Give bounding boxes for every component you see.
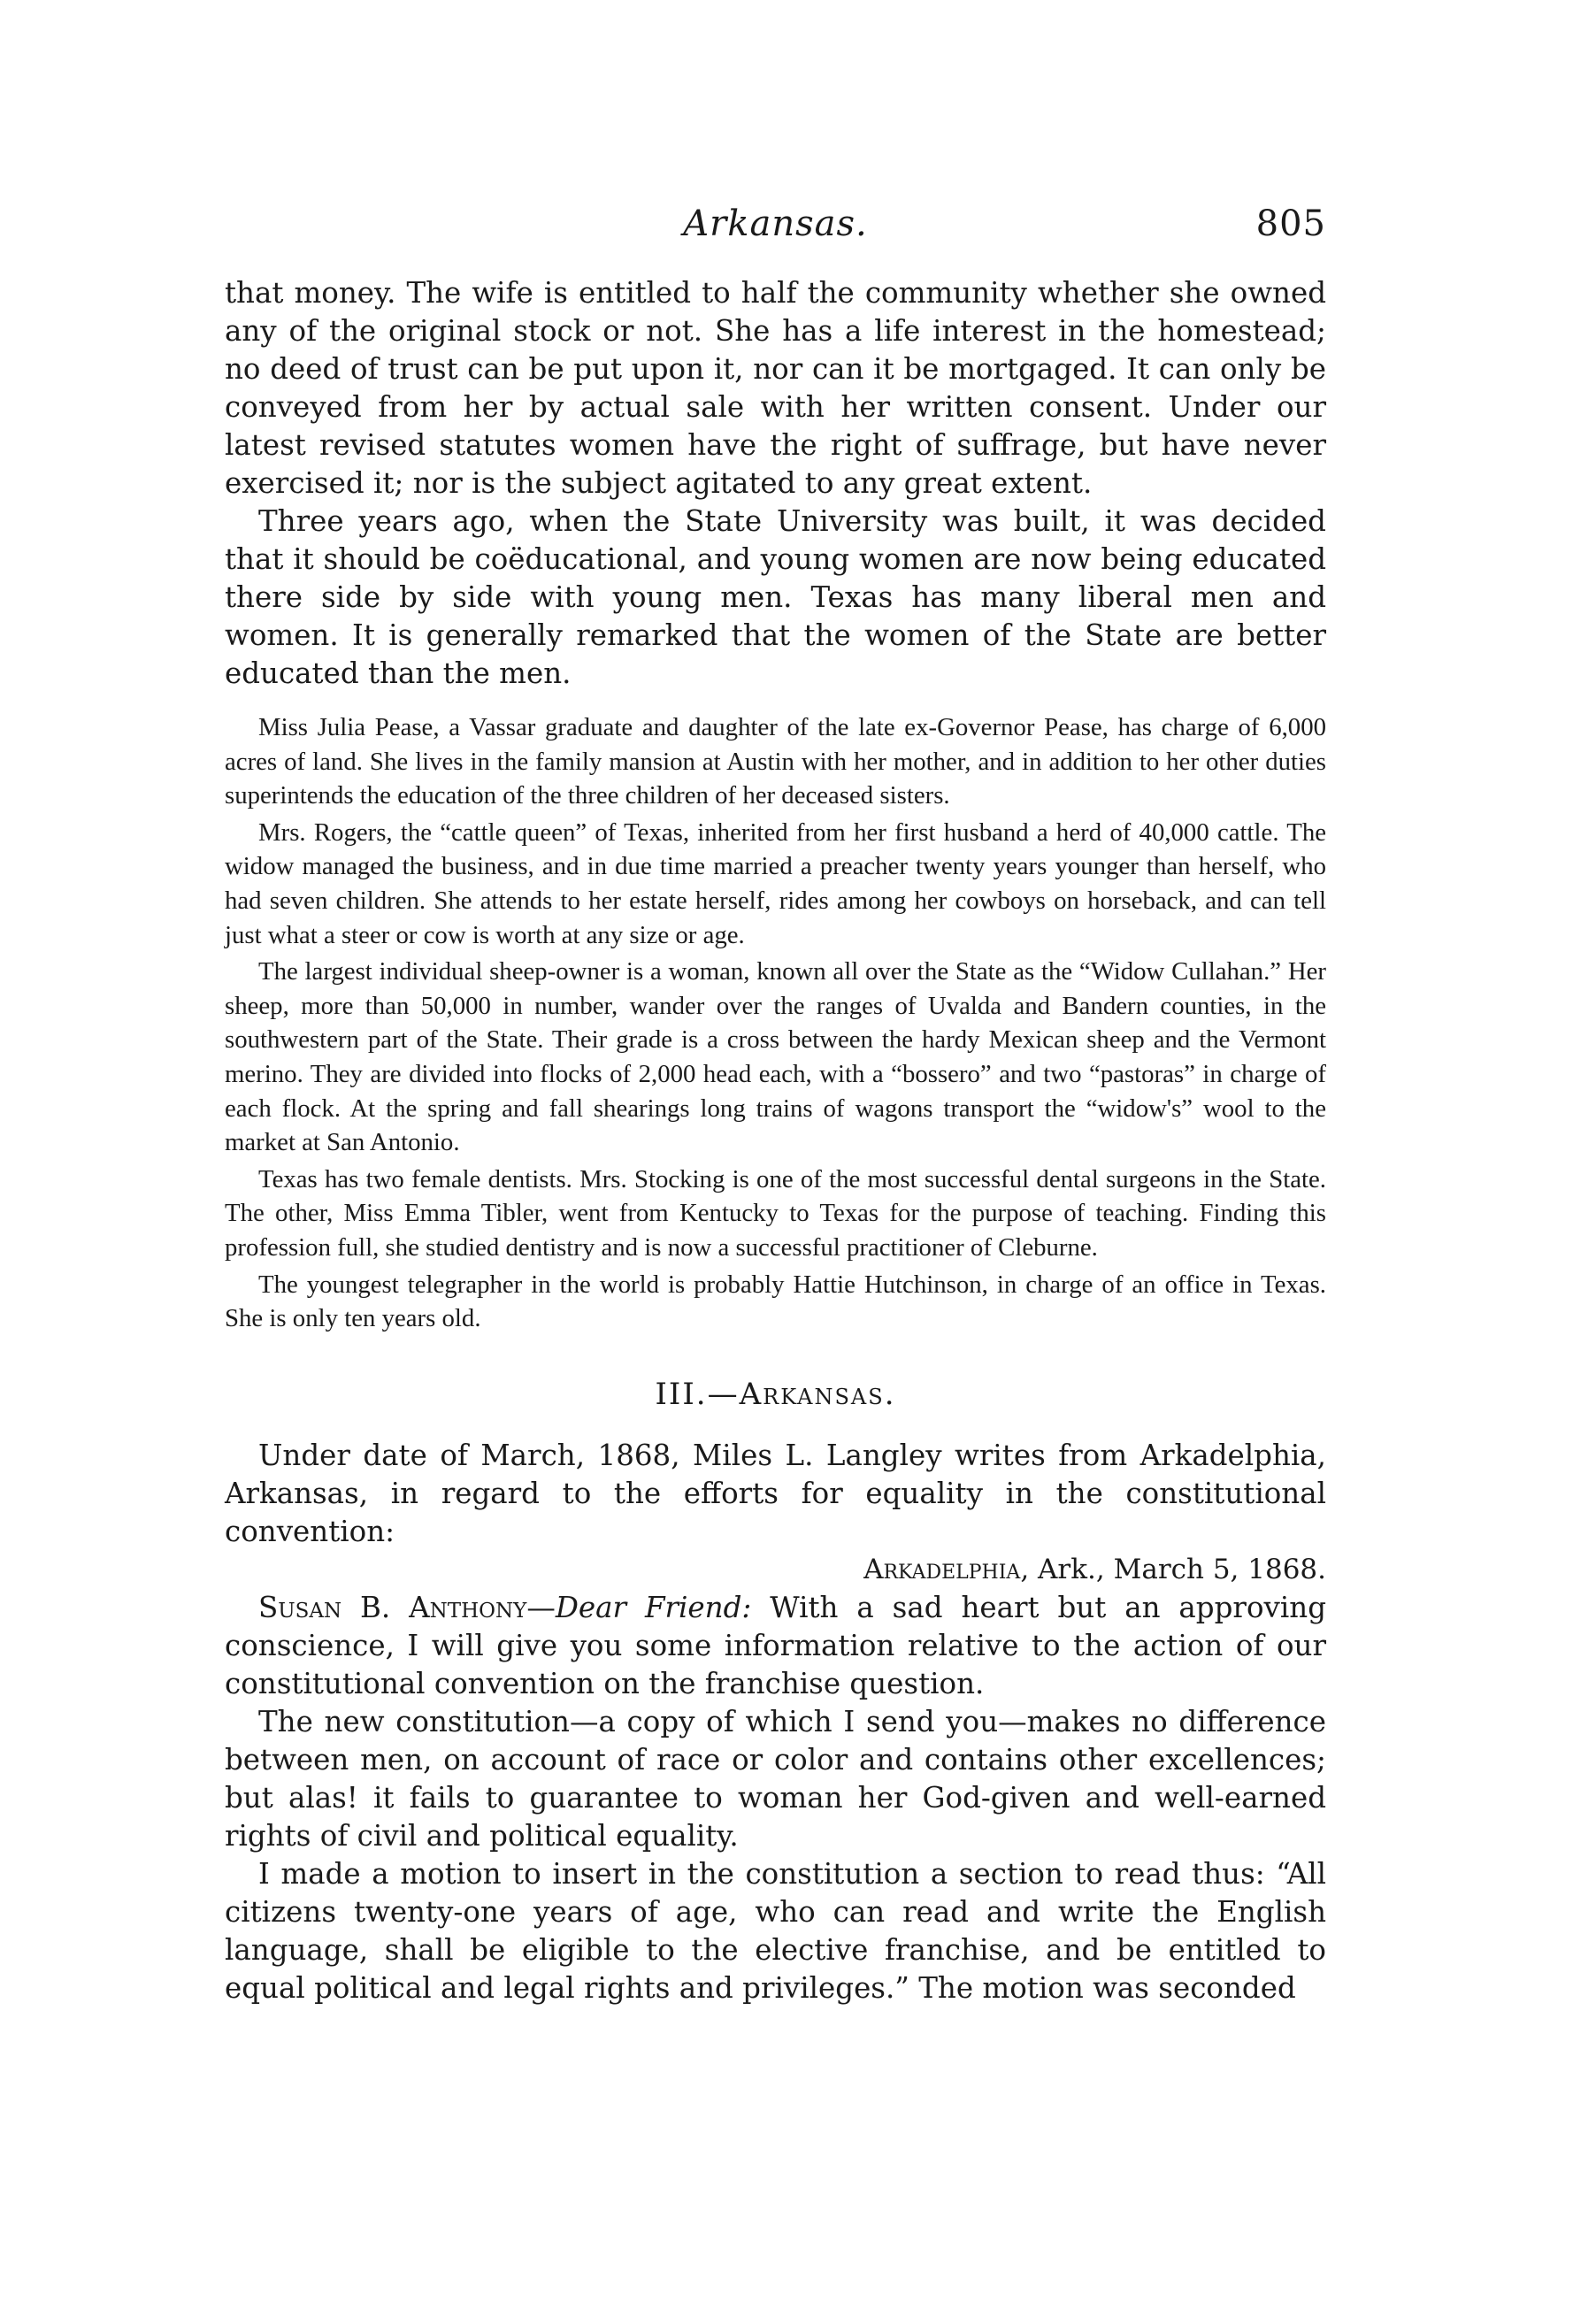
- running-head: [225, 203, 1326, 274]
- salutation-dash: —: [526, 1590, 556, 1624]
- note-widow-cullahan: The largest individual sheep-owner is a woman, known all over the State as the “Widow Cullahan.” Her sheep, more than 50,000 in number, wander over the ranges of Uvalda and Bandern counties, in the southwestern part of the State. Their grade is a cross between the hardy Mexican sheep and the Vermont merino. They are divided into flocks of 2,000 head each, with a “bossero” and two “pastoras” in charge of each flock. At the spring and fall shearings long trains of wagons transport the “widow's” wool to the market at San Antonio.: [225, 957, 1326, 1157]
- page-number: 805: [1255, 203, 1326, 244]
- running-title: Arkansas.: [683, 203, 868, 244]
- note-youngest-telegrapher: The youngest telegrapher in the world is probably Hattie Hutchinson, in charge of an office in Texas. She is only ten years old.: [225, 1270, 1326, 1333]
- texas-notes: [225, 710, 1326, 1336]
- dateline-place: Arkadelphia: [863, 1553, 1021, 1585]
- arkansas-intro: Under date of March, 1868, Miles L. Langley writes from Arkadelphia, Arkansas, in regard to the efforts for equality in the constitutional convention:: [225, 1438, 1326, 1548]
- texas-continued-section: [225, 274, 1326, 693]
- letter-dateline: [225, 1551, 1326, 1589]
- salutation-dear-friend: Dear Friend:: [555, 1590, 752, 1624]
- note-mrs-rogers: Mrs. Rogers, the “cattle queen” of Texas, inherited from her first husband a herd of 40,000 cattle. The widow managed the business, and in due time married a preacher twenty years younger than herself, who had seven children. She attends to her estate herself, rides among her cowboys on horseback, and can tell just what a steer or cow is worth at any size or age.: [225, 817, 1326, 949]
- note-julia-pease: Miss Julia Pease, a Vassar graduate and daughter of the late ex-Governor Pease, has charge of 6,000 acres of land. She lives in the family mansion at Austin with her mother, and in addition to her other duties superintends the education of the three children of her deceased sisters.: [225, 713, 1326, 810]
- note-female-dentists: Texas has two female dentists. Mrs. Stocking is one of the most successful dental surgeons in the State. The other, Miss Emma Tibler, went from Kentucky to Texas for the purpose of teaching. Finding this profession full, she studied dentistry and is now a successful practitioner of Cleburne.: [225, 1164, 1326, 1262]
- book-page: [225, 203, 1326, 2007]
- letter-paragraph-constitution: The new constitution—a copy of which I send you—makes no difference between men, on account of race or color and contains other excellences; but alas! it fails to guarantee to woman her God-given and well-earned rights of civil and political equality.: [225, 1704, 1326, 1853]
- arkansas-section: [225, 1437, 1326, 2007]
- dateline-date: , Ark., March 5, 1868.: [1020, 1553, 1326, 1585]
- paragraph-continued: that money. The wife is entitled to half the community whether she owned any of the original stock or not. She has a life interest in the homestead; no deed of trust can be put upon it, nor can it be mortgaged. It can only be conveyed from her by actual sale with her written consent. Under our latest revised statutes women have the right of suffrage, but have never exercised it; nor is the subject agitated to any great extent.: [225, 276, 1326, 500]
- letter-paragraph-motion: I made a motion to insert in the constitution a section to read thus: “All citizens twenty-one years of age, who can read and write the English language, shall be eligible to the elective franchise, and be entitled to equal political and legal rights and privileges.” The motion was seconded: [225, 1856, 1326, 2005]
- salutation-name: Susan B. Anthony: [258, 1590, 527, 1624]
- section-heading: III.—Arkansas.: [655, 1376, 896, 1412]
- letter-salutation-paragraph: [225, 1589, 1326, 1703]
- paragraph-university: Three years ago, when the State University was built, it was decided that it should be coëducational, and young women are now being educated there side by side with young men. Texas has many liberal men and women. It is generally remarked that the women of the State are better educated than the men.: [225, 504, 1326, 690]
- salutation-text: With a sad heart but an approving conscience, I will give you some information relative to the action of our constitutional convention on the franchise question.: [225, 1590, 1326, 1700]
